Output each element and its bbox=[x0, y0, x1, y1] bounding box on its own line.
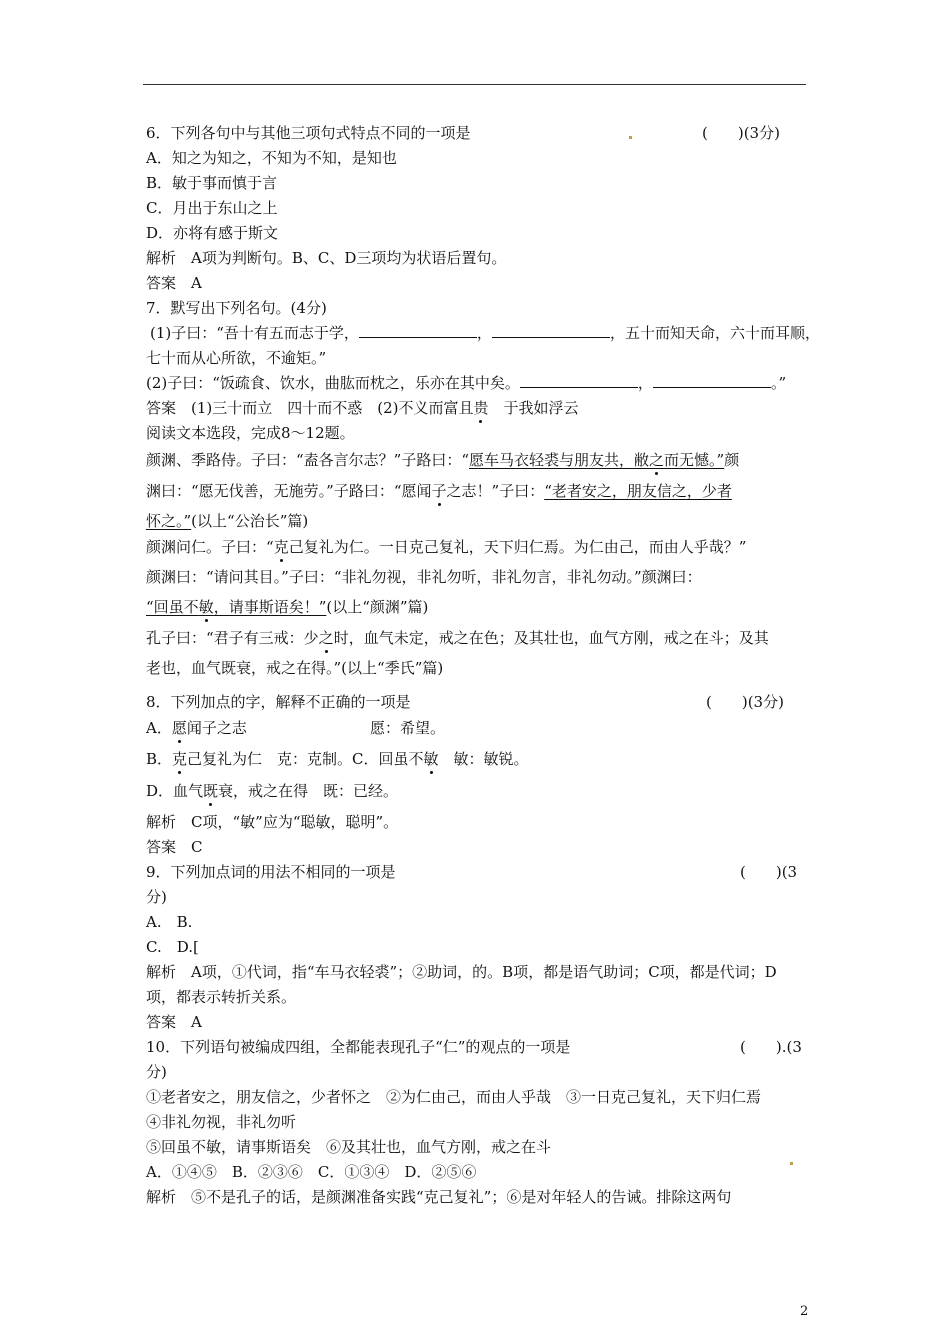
q9-options-cd: C. D.[ bbox=[146, 938, 199, 956]
q9-score: ( )(3 bbox=[740, 863, 798, 881]
reading-p3 bbox=[146, 511, 308, 531]
q7-item1-start: (1)子曰：“吾十有五而志于学， bbox=[150, 324, 359, 342]
dotted-char: 之 bbox=[318, 629, 334, 647]
q6-analysis: 解析 A项为判断句。B、C、D三项均为状语后置句。 bbox=[146, 249, 507, 267]
text: B． bbox=[146, 750, 173, 768]
q10-score-cont: 分) bbox=[146, 1063, 167, 1081]
scan-speck bbox=[790, 1162, 793, 1165]
dotted-char: 愿 bbox=[171, 719, 187, 737]
text: 衰，戒之在得 既：已经。 bbox=[218, 782, 399, 800]
text: 颜渊问仁。子曰：“ bbox=[146, 538, 274, 556]
reading-p2 bbox=[146, 481, 732, 501]
q10-items-line2: ④非礼勿视，非礼勿听 bbox=[146, 1113, 297, 1131]
text: 己复礼为仁 克：克制。C．回虽不 bbox=[187, 750, 424, 768]
q10-score: ( ).(3 bbox=[740, 1038, 802, 1056]
dotted-char: 子 bbox=[431, 482, 447, 500]
q7-answer-b: 2)不义而富且贵 于我如浮云 bbox=[383, 399, 579, 417]
q7-item1 bbox=[150, 323, 820, 343]
dotted-char: 之 bbox=[649, 451, 665, 469]
text: 渊曰：“愿无伐善，无施劳。”子路曰：“愿闻 bbox=[146, 482, 432, 500]
fill-blank[interactable] bbox=[492, 323, 610, 338]
q7-item1-end: ，五十而知天命，六十而耳顺， bbox=[609, 324, 820, 342]
text: 时，血气未定，戒之在色；及其壮也，血气方刚，戒之在斗；及其 bbox=[333, 629, 769, 647]
text: (以上“公治长”篇) bbox=[191, 512, 309, 530]
q8-stem: 8．下列加点的字，解释不正确的一项是 bbox=[146, 693, 411, 711]
q9-answer: 答案 A bbox=[146, 1013, 202, 1031]
q10-analysis: 解析 ⑤不是孔子的话，是颜渊准备实践“克己复礼”；⑥是对年轻人的告诫。排除这两句 bbox=[146, 1188, 732, 1206]
fill-blank[interactable] bbox=[653, 373, 771, 388]
dotted-char: 敏 bbox=[198, 598, 214, 616]
fill-blank[interactable] bbox=[520, 373, 638, 388]
underlined-text: 而无憾。” bbox=[664, 451, 725, 469]
reading-p7 bbox=[146, 628, 769, 648]
q9-score-cont: 分) bbox=[146, 888, 167, 906]
q10-options: A．①④⑤ B．②③⑥ C．①③④ D．②⑤⑥ bbox=[146, 1163, 477, 1181]
text: 之志！”子曰： bbox=[446, 482, 545, 500]
reading-p5: 颜渊曰：“请问其目。”子曰：“非礼勿视，非礼勿听，非礼勿言，非礼勿动。”颜渊曰： bbox=[146, 568, 702, 586]
text: D．血气 bbox=[146, 782, 204, 800]
scan-speck bbox=[629, 136, 632, 139]
dotted-char: 克 bbox=[273, 538, 289, 556]
q7-answer bbox=[146, 398, 579, 418]
reading-intro: 阅读文本选段，完成8～12题。 bbox=[146, 424, 355, 442]
page-number: 2 bbox=[800, 1304, 809, 1319]
q6-stem: 6．下列各句中与其他三项句式特点不同的一项是 bbox=[146, 124, 471, 142]
q8-answer: 答案 C bbox=[146, 838, 203, 856]
dotted-char: 克 bbox=[172, 750, 188, 768]
dotted-char: 敏 bbox=[423, 750, 439, 768]
q6-option-c: C．月出于东山之上 bbox=[146, 199, 278, 217]
q10-items-line1: ①老者安之，朋友信之，少者怀之 ②为仁由己，而由人乎哉 ③一日克己复礼，天下归仁焉 bbox=[146, 1088, 762, 1106]
underlined-text: 愿车马衣轻裘与朋友共，敝 bbox=[469, 451, 650, 469]
q8-option-a-gloss: 愿：希望。 bbox=[370, 719, 446, 737]
q9-analysis-cont: 项，都表示转折关系。 bbox=[146, 988, 297, 1006]
q6-score: ( )(3分) bbox=[702, 124, 780, 142]
q7-answer-a: 答案 (1)三十而立 四十而不惑 ( bbox=[146, 399, 384, 417]
text: A． bbox=[146, 719, 172, 737]
text: 己复礼为仁。一日克己复礼，天下归仁焉。为仁由己，而由人乎哉？” bbox=[288, 538, 747, 556]
q7-item2 bbox=[146, 373, 786, 393]
fill-blank[interactable] bbox=[359, 323, 477, 338]
q7-item2-end: 。” bbox=[770, 374, 787, 392]
q9-options-ab: A. B. bbox=[146, 913, 193, 931]
underlined-text: ，请事斯语矣！” bbox=[213, 598, 327, 616]
q8-option-bc bbox=[146, 749, 529, 769]
q7-stem: 7．默写出下列名句。(4分) bbox=[146, 299, 327, 317]
dotted-char: 既 bbox=[203, 782, 219, 800]
reading-p8: 老也，血气既衰，戒之在得。”(以上“季氏”篇) bbox=[146, 659, 444, 677]
reading-p4 bbox=[146, 537, 746, 557]
q6-answer: 答案 A bbox=[146, 274, 202, 292]
q10-stem: 10．下列语句被编成四组，全都能表现孔子“仁”的观点的一项是 bbox=[146, 1038, 571, 1056]
q7-sep: ， bbox=[637, 374, 653, 392]
text: 颜 bbox=[724, 451, 740, 469]
q9-stem: 9．下列加点词的用法不相同的一项是 bbox=[146, 863, 396, 881]
q7-item1-line2: 七十而从心所欲，不逾矩。” bbox=[146, 349, 327, 367]
reading-p6 bbox=[146, 597, 428, 617]
text: 敏：敏锐。 bbox=[438, 750, 529, 768]
q6-option-b: B．敏于事而慎于言 bbox=[146, 174, 278, 192]
text: 闻子之志 bbox=[186, 719, 247, 737]
q9-analysis: 解析 A项，①代词，指“车马衣轻裘”；②助词，的。B项，都是语气助词；C项，都是代词；D bbox=[146, 963, 777, 981]
q8-analysis: 解析 C项，“敏”应为“聪敏，聪明”。 bbox=[146, 813, 399, 831]
underlined-text: “老者安之，朋友信之，少者 bbox=[544, 482, 732, 500]
q6-option-a: A．知之为知之，不知为不知，是知也 bbox=[146, 149, 397, 167]
underlined-text: 怀之。” bbox=[146, 512, 192, 530]
underlined-text: “回虽不 bbox=[146, 598, 199, 616]
q8-option-d bbox=[146, 781, 398, 801]
q8-option-a bbox=[146, 718, 247, 738]
q7-sep: ， bbox=[476, 324, 492, 342]
reading-p1 bbox=[146, 450, 739, 470]
header-rule bbox=[143, 84, 806, 85]
text: 孔子曰：“君子有三戒：少 bbox=[146, 629, 319, 647]
q6-option-d: D．亦将有感于斯文 bbox=[146, 224, 279, 242]
text: (以上“颜渊”篇) bbox=[326, 598, 429, 616]
text: 颜渊、季路侍。子曰：“盍各言尔志？”子路曰：“ bbox=[146, 451, 470, 469]
q10-items-line3: ⑤回虽不敏，请事斯语矣 ⑥及其壮也，血气方刚，戒之在斗 bbox=[146, 1138, 552, 1156]
q7-item2-start: (2)子曰：“饭疏食、饮水，曲肱而枕之，乐亦在其中矣。 bbox=[146, 374, 520, 392]
q8-score: ( )(3分) bbox=[706, 693, 784, 711]
